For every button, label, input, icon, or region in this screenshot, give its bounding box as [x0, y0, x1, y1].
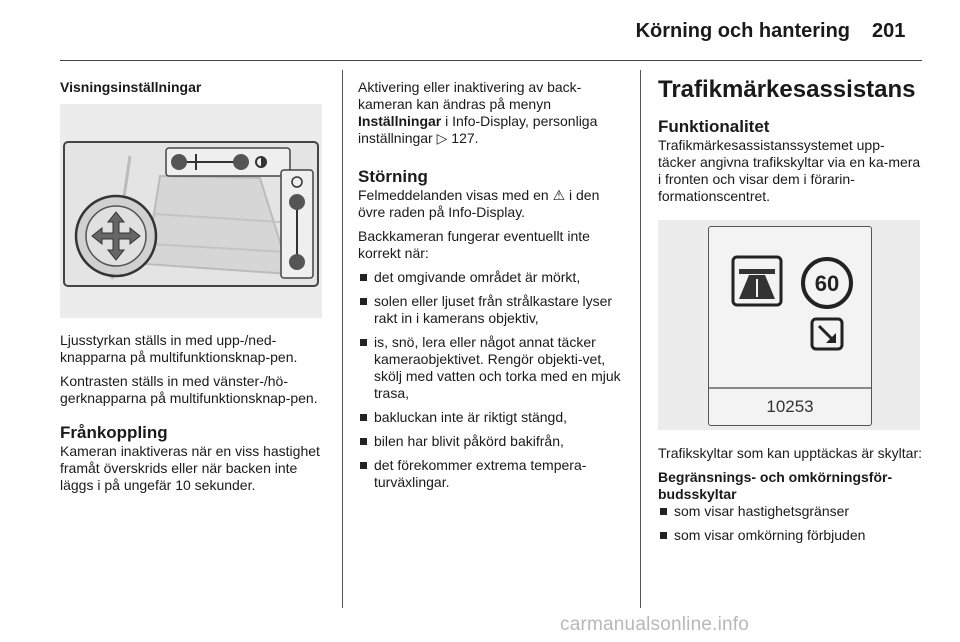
- functionality-paragraph: Trafikmärkesassistanssystemet upp-täcker angivna trafikskyltar via en ka-mera i fronten och visar dem i förarin-formationscentret.: [658, 137, 921, 204]
- contrast-plus-icon: [233, 154, 249, 170]
- column-1-body: [60, 332, 330, 501]
- sub-heading-functionality: Funktionalitet: [658, 117, 770, 136]
- traffic-signs-drawing: [709, 227, 871, 387]
- activation-text-post: i Info-Display, personliga inställningar: [358, 113, 598, 146]
- malfunction-list: [358, 269, 630, 491]
- sub-heading-disconnect: Frånkoppling: [60, 423, 168, 442]
- fault-paragraph: [358, 187, 630, 221]
- traffic-sign-illustration: [658, 220, 920, 430]
- disconnect-paragraph: Kameran inaktiveras när en viss hastighet framåt överskrids eller när backen inte läggs i på ungefär 10 sekunder.: [60, 443, 320, 493]
- brightness-plus-icon: [289, 194, 305, 210]
- header-rule: [60, 60, 922, 61]
- malfunction-intro: Backkameran fungerar eventuellt inte korrekt när:: [358, 228, 590, 261]
- section-heading-display-settings: Visningsinställningar: [60, 79, 202, 95]
- page-ref-arrow-icon: ▷: [436, 130, 448, 146]
- activation-text-pre: Aktivering eller inaktivering av back-kameran kan ändras på menyn: [358, 79, 582, 112]
- warning-triangle-icon: ⚠: [552, 187, 566, 203]
- column-2: [358, 79, 630, 498]
- camera-display-drawing: [60, 104, 322, 318]
- brightness-paragraph: Ljusstyrkan ställs in med upp-/ned-knapparna på multifunktionsknap-pen.: [60, 332, 298, 365]
- watermark: carmanualsonline.info: [560, 614, 750, 635]
- list-item: solen eller ljuset från strålkastare lyser rakt in i kamerans objektiv,: [358, 293, 630, 327]
- page-number: 201: [872, 20, 906, 42]
- column-3: [658, 76, 922, 212]
- fault-text-pre: Felmeddelanden visas med en: [358, 187, 549, 203]
- detectable-signs-intro: Trafikskyltar som kan upptäckas är skyltar:: [658, 445, 923, 461]
- list-item: som visar omkörning förbjuden: [658, 527, 922, 544]
- list-item: som visar hastighetsgränser: [658, 503, 922, 520]
- page-reference: 127.: [451, 130, 479, 146]
- info-display-frame: [708, 226, 872, 426]
- page-header-title: Körning och hantering: [635, 20, 850, 42]
- column-3-body: [658, 445, 922, 551]
- list-item: det förekommer extrema tempera-turväxlingar.: [358, 457, 630, 491]
- figure-id: 10253: [766, 397, 814, 416]
- column-1: [60, 79, 330, 96]
- brightness-minus-icon: [289, 254, 305, 270]
- sub-heading-fault: Störning: [358, 167, 428, 186]
- speed-limit-value: 60: [814, 271, 840, 296]
- limit-signs-list: [658, 503, 922, 544]
- limit-signs-heading: Begränsnings- och omkörningsför-budsskyltar: [658, 469, 893, 502]
- activation-paragraph: [358, 79, 630, 147]
- list-item: bakluckan inte är riktigt stängd,: [358, 409, 630, 426]
- camera-display-illustration: [60, 104, 322, 318]
- list-item: det omgivande området är mörkt,: [358, 269, 630, 286]
- contrast-paragraph: Kontrasten ställs in med vänster-/hö-gerknapparna på multifunktionsknap-pen.: [60, 373, 318, 406]
- list-item: bilen har blivit påkörd bakifrån,: [358, 433, 630, 450]
- list-item: is, snö, lera eller något annat täcker kameraobjektivet. Rengör objekti-vet, skölj med vatten och torka med en mjuk trasa,: [358, 334, 630, 402]
- column-divider-left: [342, 70, 343, 608]
- settings-menu-name: Inställningar: [358, 113, 442, 129]
- fault-text-post: i den övre raden på Info-Display.: [358, 187, 600, 220]
- section-heading-traffic-sign-assistant: Trafikmärkesassistans: [658, 76, 916, 103]
- contrast-minus-icon: [171, 154, 187, 170]
- column-divider-right: [640, 70, 641, 608]
